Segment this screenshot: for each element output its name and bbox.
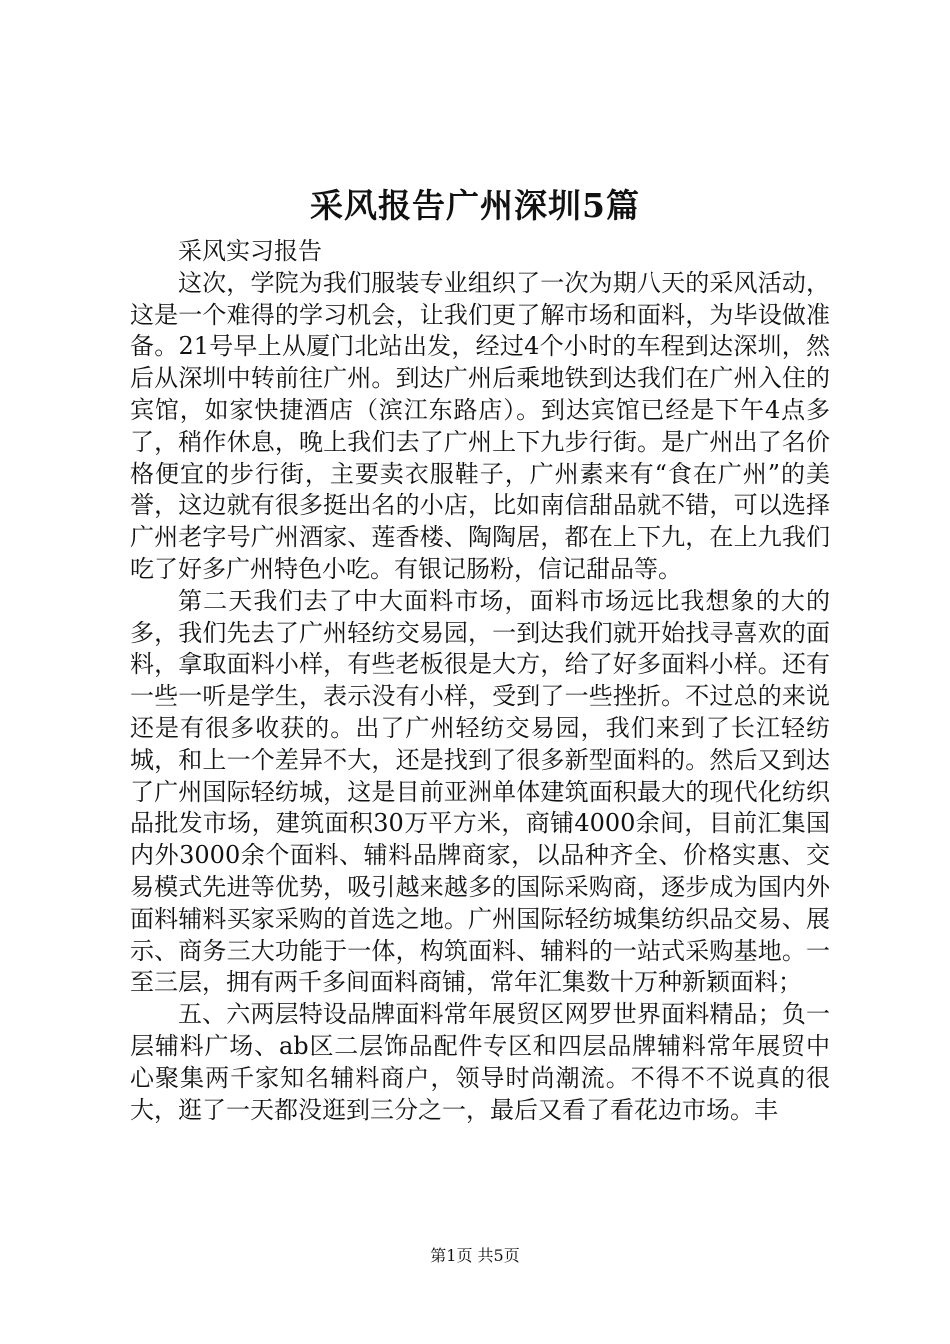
paragraph-subtitle: 采风实习报告 (178, 237, 322, 265)
paragraph: 这次，学院为我们服装专业组织了一次为期八天的采风活动，这是一个难得的学习机会，让我们更了解市场和面料，为毕设做准备。21号早上从厦门北站出发，经过4个小时的车程到达深圳，然后从深圳中转前往广州。到达广州后乘地铁到达我们在广州入住的宾馆，如家快捷酒店（滨江东路店）。到达宾馆已经是下午4点多了，稍作休息，晚上我们去了广州上下九步行街。是广州出了名价格便宜的步行街，主要卖衣服鞋子，广州素来有“食在广州”的美誉，这边就有很多挺出名的小店，比如南信甜品就不错，可以选择广州老字号广州酒家、莲香楼、陶陶居，都在上下九，在上九我们吃了好多广州特色小吃。有银记肠粉，信记甜品等。 (130, 268, 830, 583)
document-title: 采风报告广州深圳5篇 (310, 186, 640, 225)
paragraph: 第二天我们去了中大面料市场，面料市场远比我想象的大的多，我们先去了广州轻纺交易园，一到达我们就开始找寻喜欢的面料，拿取面料小样，有些老板很是大方，给了好多面料小样。还有一些一听是学生，表示没有小样，受到了一些挫折。不过总的来说还是有很多收获的。出了广州轻纺交易园，我们来到了长江轻纺城，和上一个差异不大，还是找到了很多新型面料的。然后又到达了广州国际轻纺城，这是目前亚洲单体建筑面积最大的现代化纺织品批发市场，建筑面积30万平方米，商铺4000余间，目前汇集国内外3000余个面料、辅料品牌商家，以品种齐全、价格实惠、交易模式先进等优势，吸引越来越多的国际采购商，逐步成为国内外面料辅料买家采购的首选之地。广州国际轻纺城集纺织品交易、展示、商务三大功能于一体，构筑面料、辅料的一站式采购基地。一至三层，拥有两千多间面料商铺，常年汇集数十万种新颖面料； (130, 586, 830, 997)
page-footer: 第1页 共5页 (430, 1246, 520, 1265)
paragraph: 五、六两层特设品牌面料常年展贸区网罗世界面料精品；负一层辅料广场、ab区二层饰品配件专区和四层品牌辅料常年展贸中心聚集两千家知名辅料商户，领导时尚潮流。不得不不说真的很大，逛了一天都没逛到三分之一，最后又看了看花边市场。丰 (130, 1000, 830, 1124)
document-body (130, 236, 830, 1126)
